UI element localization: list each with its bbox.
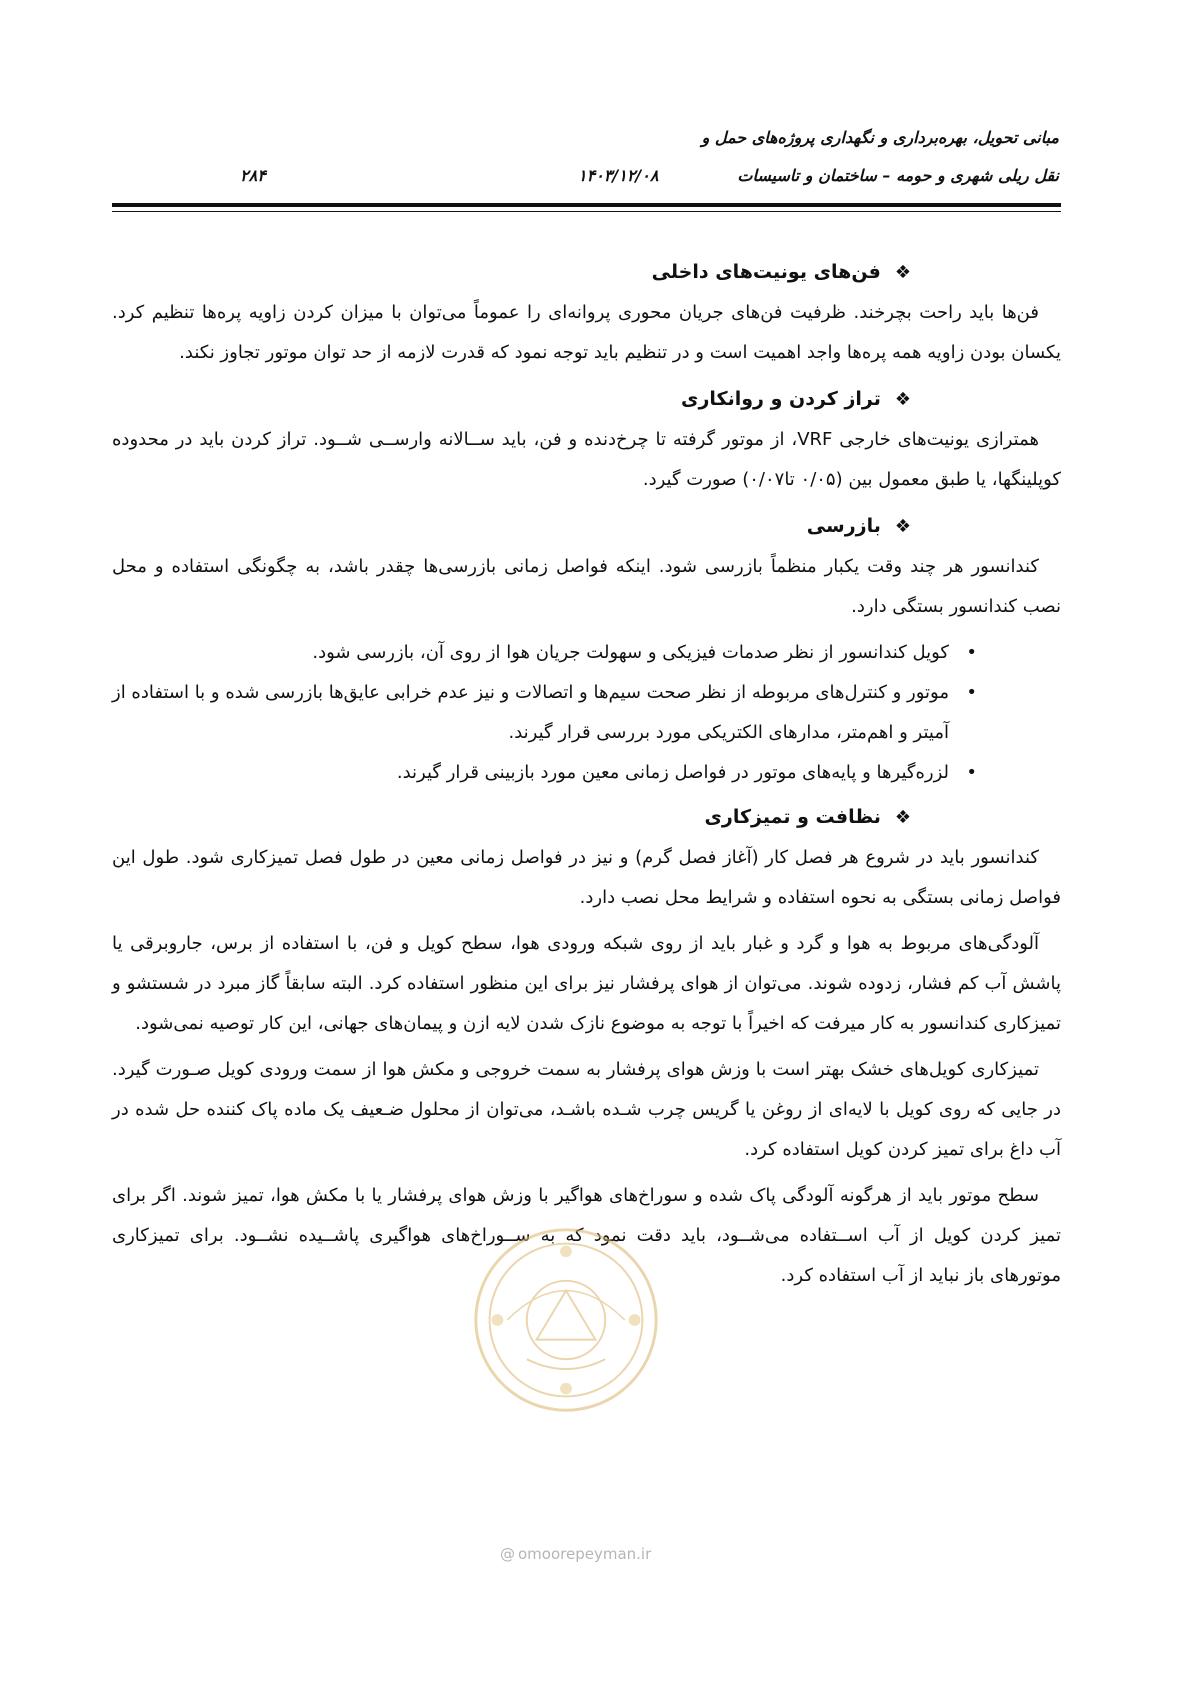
diamond-bullet-icon: ❖ bbox=[894, 807, 911, 828]
header-rule-thick bbox=[112, 203, 1061, 207]
section-heading-text: بازرسی bbox=[806, 515, 881, 537]
watermark-website-text: omoorepeyman.ir bbox=[518, 1545, 652, 1563]
paragraph-cleaning-4: سطح موتور باید از هرگونه آلودگی پاک شده و سوراخ‌های هواگیر با وزش هوای پرفشار یا با مکش هوا، تمیز شوند. اگر برای تمیز کردن کویل از آب اســتفاده می‌شــود، باید دقت نمود که به ســوراخ‌های هواگیری پاشــیده نشــود. برای تمیزکاری موتورهای باز نباید از آب استفاده کرد. bbox=[112, 1185, 1061, 1286]
list-item: • لزره‌گیرها و پایه‌های موتور در فواصل زمانی معین مورد بازبینی قرار گیرند. bbox=[112, 753, 1061, 793]
header-title-line2: نقل ریلی شهری و حومه – ساختمان و تاسیسات bbox=[737, 166, 1059, 185]
diamond-bullet-icon: ❖ bbox=[894, 262, 911, 283]
paragraph-cleaning-3: تمیزکاری کویل‌های خشک بهتر است با وزش هوای پرفشار به سمت خروجی و مکش هوا از سمت ورودی کویل صـورت گیرد. در جایی که روی کویل با لایه‌ای از روغن یا گریس چرب شـده باشـد، می‌توان از محلول ضـعیف یک ماده پاک کننده حل شده در آب داغ برای تمیز کردن کویل استفاده کرد. bbox=[112, 1059, 1061, 1160]
diamond-bullet-icon: ❖ bbox=[894, 389, 911, 410]
section-heading-text: نظافت و تمیزکاری bbox=[704, 806, 881, 828]
header-rule-thin bbox=[112, 211, 1061, 212]
section-heading-alignment bbox=[112, 379, 1061, 420]
at-sign-icon: @ bbox=[500, 1545, 515, 1563]
paragraph-alignment: همترازی یونیت‌های خارجی VRF، از موتور گرفته تا چرخ‌دنده و فن، باید ســالانه وارســی شــود. تراز کردن باید در محدوده کوپلینگها، یا طبق معمول بین (۰/۰۵ تا۰/۰۷) صورت گیرد. bbox=[112, 429, 1061, 490]
header-date: ۱۴۰۳/۱۲/۰۸ bbox=[578, 166, 659, 185]
main-content bbox=[112, 252, 1061, 1302]
list-item: • کویل کندانسور از نظر صدمات فیزیکی و سهولت جریان هوا از روی آن، بازرسی شود. bbox=[112, 633, 1061, 673]
list-item: • موتور و کنترل‌های مربوطه از نظر صحت سیم‌ها و اتصالات و نیز عدم خرابی عایق‌ها بازرسی شده و با استفاده از آمیتر و اهم‌متر، مدارهای الکتریکی مورد بررسی قرار گیرند. bbox=[112, 673, 1061, 753]
section-heading-cleaning bbox=[112, 797, 1061, 838]
paragraph-cleaning-2: آلودگی‌های مربوط به هوا و گرد و غبار باید از روی شبکه ورودی هوا، سطح کویل و فن، با استفاده از برس، جاروبرقی یا پاشش آب کم فشار، زدوده شوند. می‌توان از هوای پرفشار نیز برای این منظور استفاده کرد. البته سابقاً گاز مبرد در شستشو و تمیزکاری کندانسور به کار میرفت که اخیراً با توجه به موضوع نازک شدن لایه ازن و پیمان‌های جهانی، این کار توصیه نمی‌شود. bbox=[112, 933, 1061, 1034]
section-heading-text: فن‌های یونیت‌های داخلی bbox=[651, 261, 881, 283]
paragraph-inspection: کندانسور هر چند وقت یکبار منظماً بازرسی شود. اینکه فواصل زمانی بازرسی‌ها چقدر باشد، به چگونگی استفاده و محل نصب کندانسور بستگی دارد. bbox=[112, 556, 1061, 617]
watermark-website bbox=[500, 1545, 651, 1563]
paragraph-fans: فن‌ها باید راحت بچرخند. ظرفیت فن‌های جریان محوری پروانه‌ای را عموماً می‌توان با میزان کردن زاویه پره‌ها تنظیم کرد. یکسان بودن زاویه همه پره‌ها واجد اهمیت است و در تنظیم باید توجه نمود که قدرت لازمه از حد توان موتور تجاوز نکند. bbox=[112, 302, 1061, 363]
page-number: ۲۸۴ bbox=[240, 166, 266, 185]
section-heading-inspection bbox=[112, 506, 1061, 547]
section-heading-text: تراز کردن و روانکاری bbox=[681, 388, 881, 410]
header-title-line1: مبانی تحویل، بهره‌برداری و نگهداری پروژه‌های حمل و bbox=[701, 128, 1059, 147]
diamond-bullet-icon: ❖ bbox=[894, 516, 911, 537]
inspection-bullet-list bbox=[112, 633, 1061, 793]
paragraph-cleaning-1: کندانسور باید در شروع هر فصل کار (آغاز فصل گرم) و نیز در فواصل زمانی معین در طول فصل تمیزکاری شود. طول این فواصل زمانی بستگی به نحوه استفاده و شرایط محل نصب دارد. bbox=[112, 847, 1061, 908]
section-heading-fans bbox=[112, 252, 1061, 293]
